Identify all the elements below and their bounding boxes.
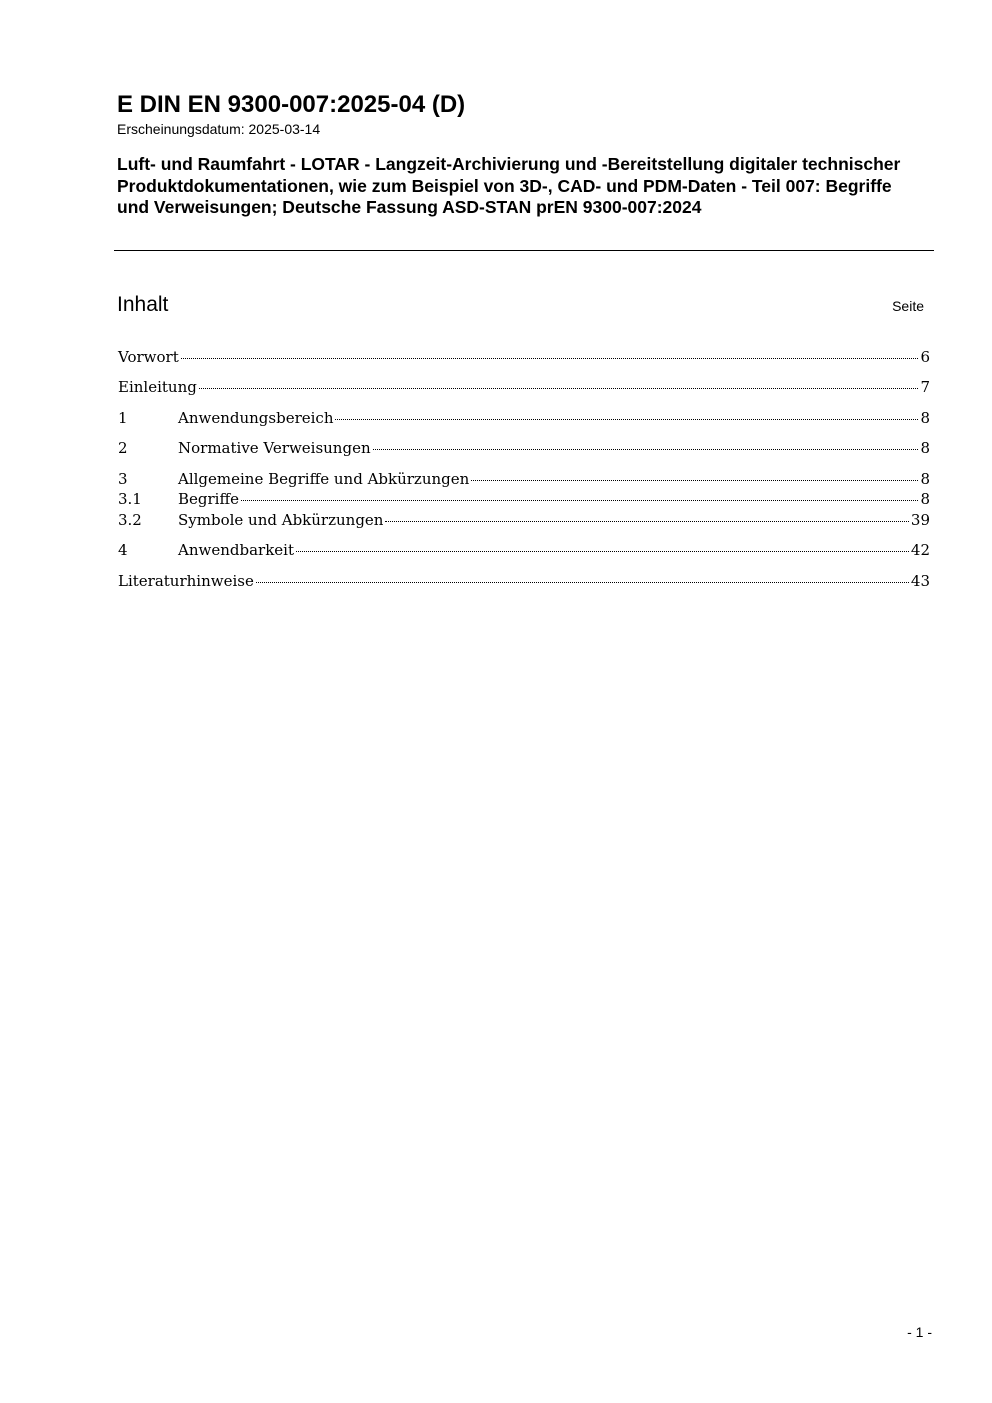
toc-entry-page: 43 [910,572,930,590]
toc-entry-number: 4 [118,541,128,559]
toc-entry-text: Normative Verweisungen [178,439,371,457]
toc-leader-dots [256,581,909,583]
toc-entry-page: 42 [910,541,930,559]
toc-entry-page: 8 [920,490,930,508]
toc-page-column-heading: Seite [892,298,924,314]
toc-entry-page: 39 [910,511,930,529]
toc-entry-anwendungsbereich[interactable] [118,408,930,429]
publication-date: Erscheinungsdatum: 2025-03-14 [117,121,321,137]
toc-entry-normative-verweisungen[interactable] [118,438,930,459]
toc-leader-dots [199,387,919,389]
toc-entry-einleitung[interactable] [118,377,930,398]
toc-entry-begriffe[interactable] [118,489,930,510]
page-number: - 1 - [907,1324,932,1340]
toc-entry-page: 8 [920,439,930,457]
toc-title: Inhalt [117,293,169,316]
toc-entry-vorwort[interactable] [118,347,930,368]
toc-entry-page: 6 [920,348,930,366]
toc-entry-allgemeine-begriffe[interactable] [118,469,930,490]
toc-leader-dots [471,479,918,481]
toc-entry-text: Symbole und Abkürzungen [178,511,384,529]
toc-entry-text: Anwendungsbereich [178,409,334,427]
toc-entry-text: Literaturhinweise [118,572,254,590]
document-title: Luft- und Raumfahrt - LOTAR - Langzeit-Archivierung und -Bereitstellung digitaler technischer Produktdokumentationen, wie zum Beispiel von 3D-, CAD- und PDM-Daten - Teil 007: Begriffe und Verweisungen; Deutsche Fassung ASD-STAN prEN 9300-007:2024 [117,154,901,217]
toc-leader-dots [373,448,919,450]
toc-leader-dots [181,357,919,359]
toc-entry-number: 3 [118,470,128,488]
toc-entry-page: 8 [920,470,930,488]
toc-entry-text: Vorwort [118,348,179,366]
toc-leader-dots [335,418,918,420]
toc-entry-page: 8 [920,409,930,427]
toc-entry-number: 2 [118,439,128,457]
document-header [117,90,934,219]
toc-entry-number: 1 [118,409,128,427]
toc-leader-dots [296,550,909,552]
toc-entry-text: Allgemeine Begriffe und Abkürzungen [178,470,470,488]
toc-entry-text: Begriffe [178,490,240,508]
toc-leader-dots [385,520,908,522]
toc-entry-text: Einleitung [118,378,197,396]
toc-entry-text: Anwendbarkeit [178,541,294,559]
toc-entry-number: 3.1 [118,490,142,508]
toc-heading [117,291,929,321]
toc-leader-dots [241,499,918,501]
toc-entry-page: 7 [920,378,930,396]
toc-entry-anwendbarkeit[interactable] [118,540,930,561]
toc-entry-number: 3.2 [118,511,142,529]
title-divider [114,250,934,251]
toc-entry-literaturhinweise[interactable] [118,571,930,592]
toc-entry-symbole-abkuerzungen[interactable] [118,510,930,531]
document-code: E DIN EN 9300-007:2025-04 (D) [117,91,466,118]
